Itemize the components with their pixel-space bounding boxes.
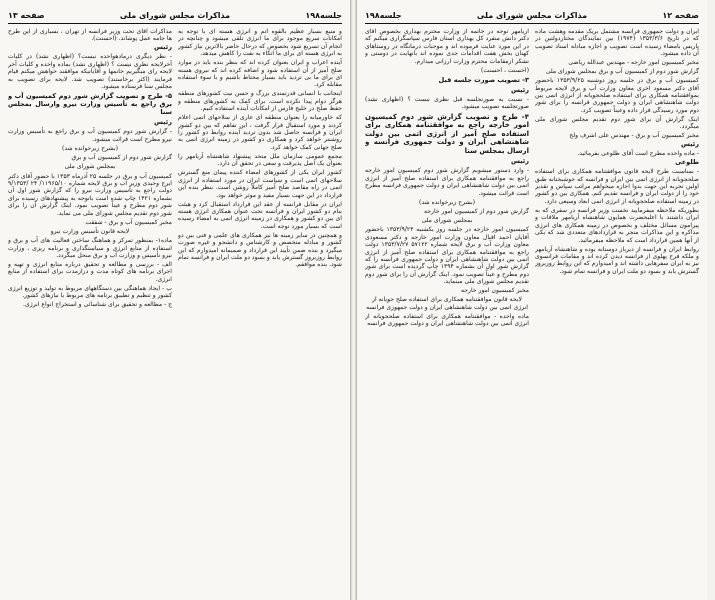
paragraph: ماده۱- بمنظور تمرکز و هماهنگ ساختن فعالیت های آب و برق و استفاده از منابع انرژی و سیاستگذاری و برنامه ریزی ، وزارت نیرو تأسیس و وزارت آب و برق منحل میگردد. [8, 237, 172, 259]
left-page-column-left [178, 28, 342, 594]
speaker-name: رئیس [510, 157, 529, 166]
paragraph: مخبر کمیسیون آب و برق - شفقت [85, 218, 172, 226]
paragraph: الف - بررسی و مطالعه و تحقیق درباره منابع انرژی و تهیه و اجرای برنامه های کوتاه مدت و درازمدت برای استفاده از منابع انرژی. [8, 260, 172, 283]
paragraph: و همچنین در سایر زمینه ها نیز همکاری های علمی و فنی بین دو کشور و مبادله متخصص و کارشناس و دانشجو و غیره صورت میگیرد و بنده ضمن تأیید این قرارداد و صمیمانه امیدوارم که این روابط روزبروز گسترش یابد و بسود دو ملت ایران و فرانسه تمام شود. بنده موافقم. [178, 231, 342, 269]
paragraph: گزارش شور دوم از کمیسیون آب و برق [71, 154, 172, 162]
right-page-number: صفحه ۱۲ [662, 11, 699, 20]
paragraph: مخبر کمیسیون آب و برق - مهندس علی اشرف ولخ [569, 132, 699, 140]
centered-caption: (بشرح زیرخوانده شد) [418, 198, 476, 206]
paragraph: که خاورمیانه را بعنوان منطقه ای عاری از سلاحهای اتمی اعلام کردند و مورد استقبال قرار گرفت ، این تفاهم که بین دو کشور ایران و فرانسه حاصل شد بدون تردید آینده روابط دو کشور را روشنتر خواهد کرد و همکاری دو کشور در زمینه انرژی اتمی به صلح جهانی کمک خواهد کرد. [178, 114, 342, 151]
left-page [0, 0, 351, 600]
left-page-session: جلسه۱۹۸ [305, 11, 342, 20]
right-page-session: جلسه۱۹۸ [365, 11, 402, 20]
paragraph: مخبر کمیسیون امور خارجه - مهندس عبدالله ریاضی [568, 59, 699, 67]
paragraph: و منبع بسیار عظیم بالقوه اتم و انرژی هسته ای با توجه به امکانات سریع موجود برای ما انرژی تلقی میشود و چنانچه در انجام آن تسریع شود بخصوص که درحال حاضر بالاترین نیاز کشور به انرژی هسته ای برای ما اتکاء به نفت را کاهش میدهد. [178, 28, 342, 58]
paragraph: بطوریکه ملاحظه میفرمایید نخست وزیر فرانسه در سفری که به ایران داشتند با اعلیحضرت همایون شاهنشاه آریامهر ملاقات و پیرامون مسائل مختلف و بخصوص در زمینه همکاری های انرژی مذاکره و این مذاکرات منجر به قراردادهای متعددی شد که یکی از آنها همین قرارداد است که ملاحظه میفرمائید. [535, 206, 699, 244]
section-title: ۳- تصویب صورت جلسه قبل [438, 76, 529, 85]
speaker-name: رئیس [153, 43, 172, 52]
right-page-column-right [365, 28, 529, 594]
paragraph: ماده واحده - موافقتنامه همکاری برای استفاده صلحجویانه از انرژی اتمی بین دولت شاهنشاهی ایران و دولت جمهوری فرانسه [365, 313, 529, 328]
paragraph: روابط ایران و فرانسه از دیرباز دوستانه بوده و شاهنشاه آریامهر و ملکه فرح پهلوی از فرانسه دیدن کرده اند و مقامات فرانسوی نیز به ایران سفرهایی داشته اند و امیدوارم که این روابط روزبروز گسترش یابد و بسود دو ملت ایران و فرانسه تمام شود. [535, 245, 699, 275]
paragraph: کشور ایران یکی از کشورهای امضاء کننده پیمان منع گسترش سلاحهای اتمی است و سیاست ایران در مورد استفاده از انرژی اتمی در راه مقاصد صلح آمیز کاملاً روشن است. بنظر بنده این قرارداد در این جهت بسیار مفید و موثر خواهد بود. [178, 169, 342, 199]
speaker-name: رئیس [680, 140, 699, 149]
paragraph: - بمناسبت طرح لایحه قانون موافقتنامه همکاری برای استفاده صلحجویانه از انرژی اتمی بین ایران و فرانسه که خوشبختانه طبق اولین تجربه این جهت بدوا اجازه میخواهم مراتب سپاس و تقدیر خود را از دولت ایران و فرانسه تقدیم کنم. همکاری بین دو کشور در زمینه استفاده صلحجویانه از انرژی اتمی ابعاد وسیعی دارد. [535, 168, 699, 205]
left-page-title: مذاکرات مجلس شورای ملی [119, 11, 231, 20]
paragraph: ایران و دولت جمهوری فرانسه مشتمل بریک مقدمه وهشت ماده که در تاریخ ۱۳۵۳/۳/۶ (۱۹۷۴) بین نمایندگان مختاردولتین در پاریس بامضاء رسیده است تصویب و اجازه مبادله اسناد تصویب آن داده میشود. [535, 28, 699, 58]
speaker-name: طلوعی [675, 158, 699, 167]
left-page-column-right [8, 28, 172, 594]
right-page-header-rule [365, 23, 699, 24]
paragraph: (احسنت ، احسنت) [480, 66, 529, 74]
speaker-name: رئیس [510, 86, 529, 95]
paragraph: کمیسیون آب و برق در جلسه روز دوشنبه ۱۳۵۳/۹/۲۵ باحضور آقای دکتر مسعود اخری معاون وزارت آب و برق لایحه مربوط بموافقتنامه همکاری برای استفاده صلحجویانه از انرژی اتمی بین دولت شاهنشاهی ایران و دولت جمهوری فرانسه را برای شور دوم مورد رسیدگی قرار داده وعیناً تصویب کرد. [535, 77, 699, 114]
paragraph: ایران در مقابل فرانسه از عقد این قرارداد استقبال کرد و هیئت بنام دو کشور ایران و فرانسه تحت عنوان همکاری انرژی هسته ای بین دو کشور و همکاری در زمینه انرژی اتمی به امضاء رسیده است که بسیار مورد توجه است. [178, 200, 342, 230]
paragraph: مجمع عمومی سازمان ملل متحد پیشنهاد شاهنشاه آریامهر را بعنوان یک اصل پذیرفت و سعی در تحقق آن دارد. [178, 152, 342, 168]
paragraph: گزارش شور دوم از کمیسیون امور خارجه [423, 207, 529, 215]
centered-caption: بمجلس شورای ملی [64, 163, 116, 171]
centered-caption: لایحه قانون موافقتنامه همکاری برای استفاده صلح جویانه از انرژی اتمی بین دولت شاهنشاهی ایران و دولت جمهوری فرانسه [366, 296, 528, 311]
left-page-columns [8, 28, 342, 594]
left-page-number: صفحه ۱۳ [8, 11, 45, 20]
paragraph: - ماده واحده مطرح است آقای طلوعی بفرمائید. [577, 150, 699, 158]
paragraph: - گزارش شور دوم کمیسیون آب و برق راجع به تأسیس وزارت نیرو مطرح است قرائت میشود. [8, 128, 172, 143]
paragraph: مخبر کمیسیون امور خارجه [460, 287, 529, 295]
paragraph: - نظر دیگری درمادهواحده نیست؟ (اظهاری نشد) در کلیات آخرلایحه نظری نیست ؟ (اظهاری نشد) بماده واحده و کلیات آخر لایحه رای میگیریم خانمها و آقایانیکه موافقند خواهش میکنم قیام فرمایند (اکثر برخاستند) تصویب شد. لایحه برای تصویب به مجلس سنا فرستاده میشود. [8, 53, 172, 91]
centered-caption: بمجلس شورای ملی [421, 216, 473, 224]
right-page-header [365, 10, 699, 22]
paragraph: کمیسیون آب و برق در جلسه ۲۵ آذرماه ۱۳۵۳ با حضور آقای دکتر ایرج وحیدی وزیر آب و برق لایحه شماره ۱۱۹۶۵/۱۰/ ۲۴ /۹/۱۳۵۳ دولت راجع به تأسیس وزارت نیرو را که گزارش شور اول آن بشماره ۱۴۲۱ چاپ شده است باتوجه به پیشنهادهای رسیده برای شور دوم مطرح و عیناً تصویب نمود. اینک گزارش آن را برای شور دوم تقدیم مجلس شورای ملی می نماید. [8, 172, 172, 217]
paragraph: آینده اعراب و ایران بعنوان کرده اند که بنظر بنده باید در موارد صلح آمیز از آن استفاده شود و اضافه کرده اند که نیروی هسته ای برای ما بی تردید باید بسیار محتاط باشیم و با سوء استفاده مقابله کرد. [178, 59, 342, 89]
centered-caption: لایحه قانون تأسیس وزارت نیرو [50, 227, 130, 235]
paragraph: - نسبت به صورتجلسه قبل نظری نیست ؟ (اظهاری نشد) صورتجلسه تصویب میشود. [365, 96, 529, 111]
right-page [356, 0, 707, 600]
paragraph: آریامهر توجه در خاتمه از وزارت محترم بهداری بخصوص آقای دکتر دانش منفرد کل بهداری استان فارس سپاسگزاری میکنم که در این مورد عنایت فرموده اند و موجبات درمانگاه در روستاهای کهنان بخش هفت اقدامات جدی نموده اند بانهایت در دوستی و تشکر ازمقامات محترم وزارت ارزانی میدارم. [365, 28, 529, 65]
speaker-name: رئیس [153, 118, 172, 127]
left-page-header [8, 10, 342, 22]
paragraph: اینجانب با انسانی قدرتمندی بزرگ و حسن نیت کشورهای منطقه هرگز دوام پیدا نکرده است. برای کمک به کشورهای منطقه و حفظ صلح در خلیج فارس از امکانات آینده استفاده کنیم. [178, 90, 342, 113]
paragraph: مذاکرات آقای تحت وزیر فرانسه از تهران ، بسیاری از این طرح ها جامه عمل پوشاند. (احسنت). [8, 28, 172, 43]
paragraph: - وارد دستور میشویم گزارش شور دوم کمیسیون امور خارجه راجع به موافقتنامه همکاری برای استفاده صلح آمیز از انرژی اتمی بین دولت شاهنشاهی ایران و دولت جمهوری فرانسه مطرح است قرائت میشود. [365, 167, 529, 197]
paragraph: کمیسیون امور خارجه در جلسه روز یکشنبه ۱۳۵۳/۹/۲۴ باحضور آقایان احمد اقبال معاون وزارت امور خارجه و دکتر مسعودی معاون وزارت آب و برق لایحه شماره ۵۷۱۲۲ ۱۳۵۳/۷/۲۷ دولت راجع به موافقتنامه همکاری برای استفاده صلح آمیز از انرژی اتمی بین دولت شاهنشاهی ایران و دولت جمهوری فرانسه را که گزارش شور اول آن بشماره ۱۳۹۴ چاپ گردیده است برای شور دوم مطرح و عیناً تصویب نمود. اینک گزارش آن را برای شور دوم تقدیم مجلس شورای ملی مینماید. [365, 226, 529, 286]
paragraph: اینک گزارش آن برای شور دوم تقدیم مجلس شورای ملی میگردد. [535, 115, 699, 131]
centered-caption: (بشرح زیرخوانده شد) [61, 144, 119, 152]
paragraph: ب - ایجاد هماهنگی بین دستگاههای مربوط به تولید و توزیع انرژی کشور و تنظیم و تطبیق برنامه های مربوط با نیازهای کشور. [8, 284, 172, 300]
section-title: ۴- طرح و تصویب گزارش شور دوم کمیسیون امور خارجه راجع به موافقتنامه همکاری برای استفاده صلح آمیز از انرژی اتمی بین دولت شاهنشاهی ایران و دولت جمهوری فرانسه و ارسال بمجلس سنا [365, 112, 529, 155]
right-page-title: مذاکرات مجلس شورای ملی [476, 11, 588, 20]
right-page-columns [365, 28, 699, 594]
left-page-header-rule [8, 23, 342, 24]
paragraph: گزارش شور دوم از کمیسیون آب و برق بمجلس شورای ملی [545, 68, 699, 76]
right-page-column-left [535, 28, 699, 594]
paragraph: ج - مطالعه و تحقیق برای شناسائی و استخراج انواع انرژی. [23, 301, 172, 309]
section-title: ۵- طرح و تصویب گزارش شور دوم کمیسیون آب و برق راجع به تأسیس وزارت نیرو وارسال بمجلس سنا [8, 92, 172, 117]
